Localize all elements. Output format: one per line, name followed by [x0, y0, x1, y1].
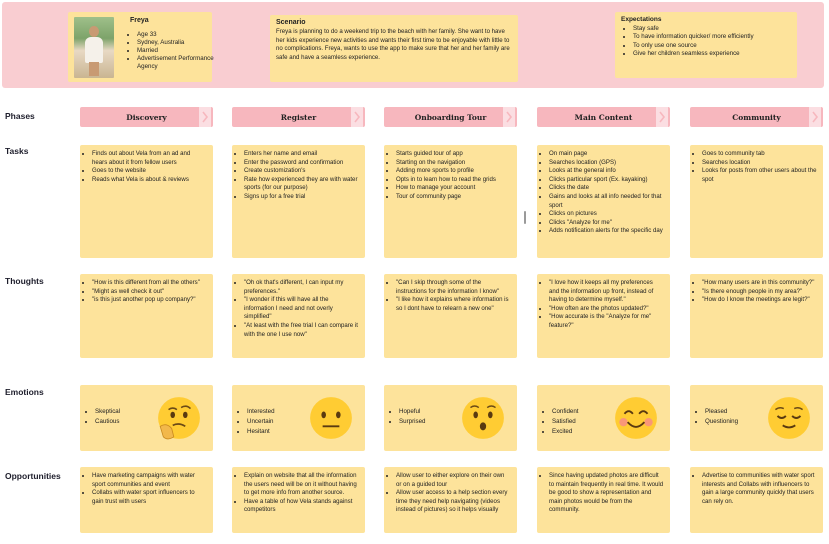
opportunity-card-list	[693, 472, 817, 506]
expectation-item: • To only use one source	[633, 42, 791, 50]
thinking-face-icon	[156, 395, 202, 441]
persona-detail: • Age 33	[137, 31, 223, 39]
phase-main-content	[537, 107, 670, 127]
list-item: • Cautious	[95, 417, 120, 427]
list-item: • Goes to the website	[92, 167, 207, 176]
list-item: • Collabs with water sport influencers to gain trust with users	[92, 489, 207, 506]
persona-photo	[74, 17, 114, 78]
list-item: • "I love how it keeps all my preferences and the information up front, instead of having to determine myself."	[549, 279, 664, 305]
phase-label: Community	[732, 112, 781, 122]
list-item: • Interested	[247, 407, 275, 417]
list-item: • Pleased	[705, 407, 738, 417]
phase-label: Onboarding Tour	[414, 112, 487, 122]
thought-card-list	[540, 279, 664, 331]
phase-label: Register	[280, 112, 317, 122]
phase-onboarding-tour	[384, 107, 517, 127]
task-card-list	[387, 150, 511, 202]
list-item: • "Can I skip through some of the instructions for the information I know"	[396, 279, 511, 296]
list-item: • Starts guided tour of app	[396, 150, 511, 159]
opportunity-card-list	[540, 472, 664, 515]
expectation-item: • Stay safe	[633, 25, 791, 33]
thought-card	[80, 274, 213, 358]
expectations-list	[621, 25, 791, 59]
opportunity-card	[690, 467, 823, 533]
task-card	[232, 145, 365, 258]
list-item: • Gains and looks at all info needed for that sport	[549, 193, 664, 210]
list-item: • "Oh ok that's different, I can input my preferences."	[244, 279, 359, 296]
list-item: • Adds notification alerts for the specific day	[549, 227, 664, 236]
list-item: • Allow user to either explore on their own or on a guided tour	[396, 472, 511, 489]
neutral-face-icon	[308, 395, 354, 441]
thought-card-list	[235, 279, 359, 339]
emotion-card	[537, 385, 670, 451]
list-item: • Clicks "Analyze for me"	[549, 219, 664, 228]
list-item: • Clicks the date	[549, 184, 664, 193]
opportunity-card	[384, 467, 517, 533]
list-item: • "Is there enough people in my area?"	[702, 288, 817, 297]
list-item: • Skeptical	[95, 407, 120, 417]
row-label-phases: Phases	[5, 111, 35, 121]
list-item: • Clicks on pictures	[549, 210, 664, 219]
persona-name: Freya	[130, 17, 149, 24]
list-item: • Signs up for a free trial	[244, 193, 359, 202]
list-item: • Confident	[552, 407, 579, 417]
emotion-card	[690, 385, 823, 451]
list-item: • Enters her name and email	[244, 150, 359, 159]
list-item: • Have marketing campaigns with water sport communities and event	[92, 472, 207, 489]
emotion-card	[384, 385, 517, 451]
emotion-list	[238, 407, 275, 437]
list-item: • Goes to community tab	[702, 150, 817, 159]
list-item: • How to manage your account	[396, 184, 511, 193]
list-item: • "How do I know the meetings are legit?"	[702, 296, 817, 305]
opportunity-card	[80, 467, 213, 533]
emotion-card	[80, 385, 213, 451]
persona-card	[68, 12, 212, 82]
list-item: • Explain on website that all the information the users need will be on it without having to get more info from another source.	[244, 472, 359, 498]
task-card	[537, 145, 670, 258]
chevron-right-icon	[809, 107, 821, 127]
chevron-right-icon	[503, 107, 515, 127]
opportunity-card-list	[387, 472, 511, 515]
row-label-emotions: Emotions	[5, 387, 44, 397]
task-card	[80, 145, 213, 258]
list-item: • "How often are the photos updated?"	[549, 305, 664, 314]
list-item: • Clicks particular sport (Ex. kayaking)	[549, 176, 664, 185]
list-item: • "Might as well check it out"	[92, 288, 207, 297]
chevron-right-icon	[199, 107, 211, 127]
task-card	[690, 145, 823, 258]
list-item: • Uncertain	[247, 417, 275, 427]
list-item: • Create customization's	[244, 167, 359, 176]
list-item: • Looks for posts from other users about the spot	[702, 167, 817, 184]
phase-label: Main Content	[574, 112, 633, 122]
expectations-card	[615, 12, 797, 78]
task-card-list	[83, 150, 207, 184]
expectation-item: • To have information quicker/ more efficiently	[633, 33, 791, 41]
thought-card	[232, 274, 365, 358]
phase-label: Discovery	[126, 112, 167, 122]
list-item: • Surprised	[399, 417, 425, 427]
emotion-list	[543, 407, 579, 437]
list-item: • Satisfied	[552, 417, 579, 427]
scenario-card	[270, 15, 518, 82]
list-item: • "How accurate is the "Analyze for me" feature?"	[549, 313, 664, 330]
thought-card-list	[387, 279, 511, 313]
emotion-list	[696, 407, 738, 427]
list-item: • Opts in to learn how to read the grids	[396, 176, 511, 185]
expectations-title: Expectations	[621, 16, 662, 23]
chevron-right-icon	[656, 107, 668, 127]
persona-detail: • Married	[137, 47, 223, 55]
list-item: • Allow user access to a help section every time they need help navigating (videos instead of pictures) so it helps visually	[396, 489, 511, 515]
list-item: • "I wonder if this will have all the information I need and not overly simplified"	[244, 296, 359, 322]
list-item: • Enter the password and confirmation	[244, 159, 359, 168]
row-label-opportunities: Opportunities	[5, 471, 61, 481]
thought-card	[690, 274, 823, 358]
thought-card-list	[693, 279, 817, 305]
thought-card-list	[83, 279, 207, 305]
chevron-right-icon	[351, 107, 363, 127]
list-item: • Searches location (GPS)	[549, 159, 664, 168]
list-item: • Reads what Vela is about & reviews	[92, 176, 207, 185]
task-card-list	[693, 150, 817, 184]
scenario-title: Scenario	[276, 19, 306, 26]
list-item: • Rate how experienced they are with water sports (for our purpose)	[244, 176, 359, 193]
list-item: • Starting on the navigation	[396, 159, 511, 168]
expectation-item: • Give her children seamless experience	[633, 50, 791, 58]
opportunity-card	[537, 467, 670, 533]
list-item: • Tour of community page	[396, 193, 511, 202]
list-item: • "How is this different from all the others"	[92, 279, 207, 288]
phase-community	[690, 107, 823, 127]
list-item: • "I like how it explains where information is so I dont have to relearn a new one"	[396, 296, 511, 313]
opportunity-card-list	[83, 472, 207, 506]
scrollbar-thumb[interactable]	[524, 211, 526, 224]
emotion-list	[86, 407, 120, 427]
list-item: • Hesitant	[247, 427, 275, 437]
row-label-tasks: Tasks	[5, 146, 29, 156]
list-item: • "is this just another pop up company?"	[92, 296, 207, 305]
row-label-thoughts: Thoughts	[5, 276, 44, 286]
relieved-face-icon	[766, 395, 812, 441]
list-item: • Finds out about Vela from an ad and hears about it from fellow users	[92, 150, 207, 167]
scenario-text: Freya is planning to do a weekend trip to the beach with her family. She want to have her kids experience new activities and wants their first time to be enjoyable with little to no complications. Freya, wants to use the app to make sure that her and her family are safe and have a seamless experience.	[276, 28, 510, 62]
list-item: • Excited	[552, 427, 579, 437]
task-card-list	[540, 150, 664, 236]
phase-register	[232, 107, 365, 127]
list-item: • Since having updated photos are difficult to maintain frequently in real time. It would be good to show a representation and main photos would be from the community.	[549, 472, 664, 515]
list-item: • "How many users are in this community?"	[702, 279, 817, 288]
task-card	[384, 145, 517, 258]
list-item: • Have a table of how Vela stands against competitors	[244, 498, 359, 515]
list-item: • Hopeful	[399, 407, 425, 417]
hushed-face-icon	[460, 395, 506, 441]
opportunity-card-list	[235, 472, 359, 515]
phase-discovery	[80, 107, 213, 127]
list-item: • "At least with the free trial I can compare it with the one I use now"	[244, 322, 359, 339]
persona-detail: • Sydney, Australia	[137, 39, 223, 47]
list-item: • Adding more sports to profile	[396, 167, 511, 176]
smiling-face-icon	[613, 395, 659, 441]
emotion-list	[390, 407, 425, 427]
persona-detail: • Advertisement Performance Agency	[137, 55, 223, 71]
thought-card	[537, 274, 670, 358]
list-item: • Looks at the general info	[549, 167, 664, 176]
task-card-list	[235, 150, 359, 202]
list-item: • Advertise to communities with water sport interests and Collabs with influencers to gain a large community quickly that users can rely on.	[702, 472, 817, 506]
list-item: • On main page	[549, 150, 664, 159]
thought-card	[384, 274, 517, 358]
list-item: • Questioning	[705, 417, 738, 427]
list-item: • Searches location	[702, 159, 817, 168]
opportunity-card	[232, 467, 365, 533]
persona-details	[125, 31, 223, 71]
emotion-card	[232, 385, 365, 451]
